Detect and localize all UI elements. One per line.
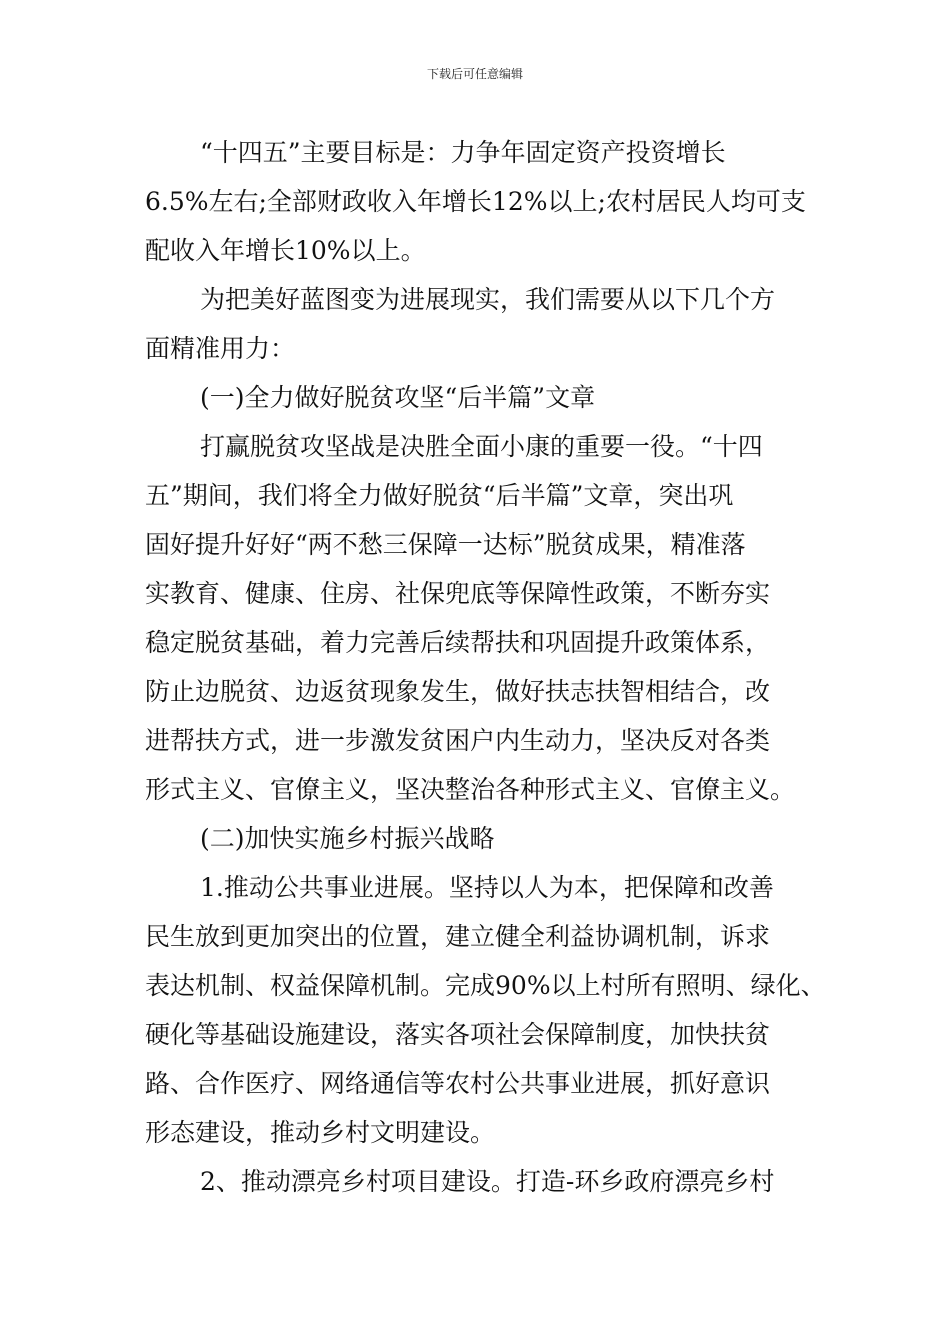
text-line: 防止边脱贫、边返贫现象发生，做好扶志扶智相结合，改	[145, 677, 771, 706]
text-line: 民生放到更加突出的位置，建立健全利益协调机制，诉求	[145, 922, 771, 951]
text-line: 2、推动漂亮乡村项目建设。打造-环乡政府漂亮乡村	[200, 1167, 775, 1196]
text-line: 进帮扶方式，进一步激发贫困户内生动力，坚决反对各类	[145, 726, 771, 755]
page-header: 下载后可任意编辑	[426, 67, 523, 81]
text-line: 形式主义、官僚主义，坚决整治各种形式主义、官僚主义。	[145, 775, 796, 804]
section-heading: (一)全力做好脱贫攻坚“后半篇”文章	[200, 383, 596, 412]
text-line: 路、合作医疗、网络通信等农村公共事业进展，抓好意识	[145, 1069, 771, 1098]
text-line: 为把美好蓝图变为进展现实，我们需要从以下几个方	[200, 285, 776, 314]
text-line: “十四五”主要目标是：力争年固定资产投资增长	[200, 138, 726, 167]
section-heading: (二)加快实施乡村振兴战略	[200, 824, 495, 853]
text-line: 打赢脱贫攻坚战是决胜全面小康的重要一役。“十四	[200, 432, 763, 461]
text-line: 6.5%左右;全部财政收入年增长12%以上;农村居民人均可支	[145, 187, 806, 216]
text-line: 配收入年增长10%以上。	[145, 236, 426, 265]
text-line: 表达机制、权益保障机制。完成90%以上村所有照明、绿化、	[145, 971, 826, 1000]
text-line: 五”期间，我们将全力做好脱贫“后半篇”文章，突出巩	[145, 481, 734, 510]
text-line: 面精准用力：	[145, 334, 296, 363]
text-line: 实教育、健康、住房、社保兜底等保障性政策，不断夯实	[145, 579, 771, 608]
text-line: 硬化等基础设施建设，落实各项社会保障制度，加快扶贫	[145, 1020, 771, 1049]
text-line: 1.推动公共事业进展。坚持以人为本，把保障和改善	[200, 873, 774, 902]
document-body	[145, 128, 835, 1206]
text-line: 形态建设，推动乡村文明建设。	[145, 1118, 496, 1147]
text-line: 固好提升好好“两不愁三保障一达标”脱贫成果，精准落	[145, 530, 746, 559]
text-line: 稳定脱贫基础，着力完善后续帮扶和巩固提升政策体系，	[145, 628, 771, 657]
